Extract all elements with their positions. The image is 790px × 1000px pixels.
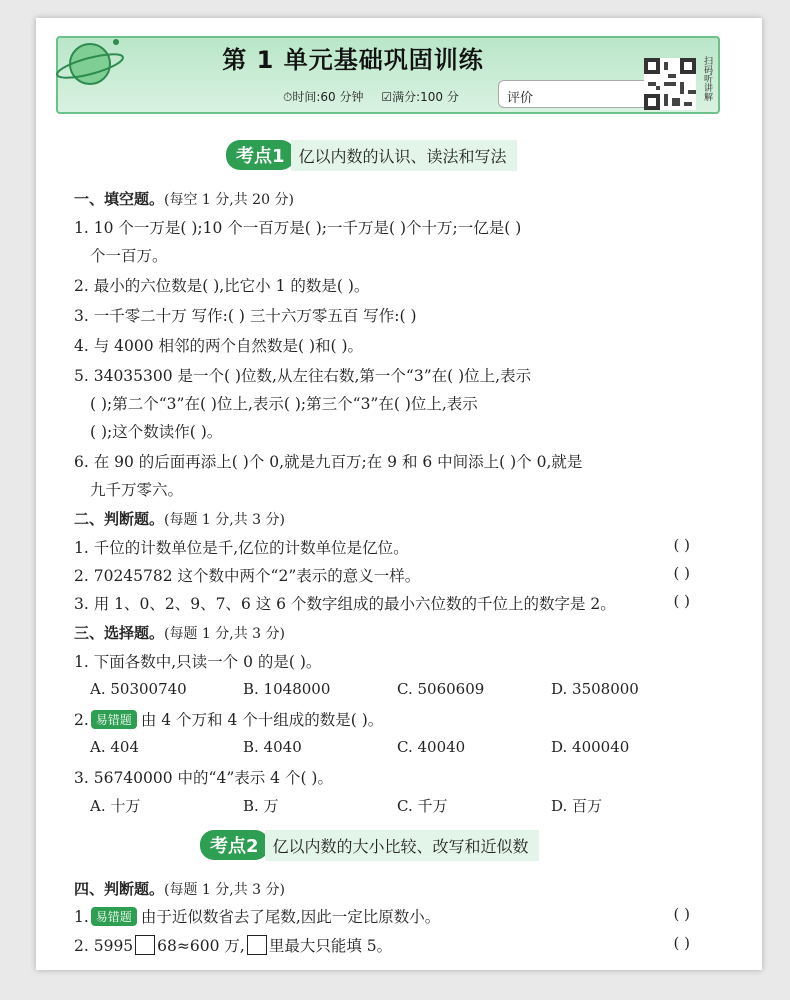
question-line: 6. 在 90 的后面再添上( )个 0,就是九百万;在 9 和 6 中间添上( )个 0,就是	[74, 453, 583, 471]
question-line: ( );第二个“3”在( )位上,表示( );第三个“3”在( )位上,表示	[90, 395, 478, 413]
topic-1-banner	[226, 140, 517, 170]
question-text: 由 4 个万和 4 个十组成的数是( )。	[140, 711, 384, 729]
choice-option[interactable]: A. 50300740	[90, 680, 187, 698]
topic-2-banner	[200, 830, 539, 860]
question-text: 68≈600 万,	[157, 937, 245, 955]
question-number: 2.	[74, 711, 89, 729]
section-heading	[74, 878, 285, 899]
question-line: 3. 56740000 中的“4”表示 4 个( )。	[74, 769, 333, 787]
topic-badge: 考点1	[226, 140, 295, 170]
answer-paren[interactable]: ( )	[673, 536, 690, 554]
question-line: 5. 34035300 是一个( )位数,从左往右数,第一个“3”在( )位上,表示	[74, 367, 532, 385]
section-heading	[74, 508, 285, 529]
full-score: ☑满分:100 分	[381, 90, 459, 104]
section-heading	[74, 622, 285, 643]
topic-title: 亿以内数的大小比较、改写和近似数	[265, 830, 539, 861]
answer-paren[interactable]: ( )	[673, 934, 690, 952]
question-line: ( );这个数读作( )。	[90, 423, 223, 441]
blank-box[interactable]	[135, 935, 155, 955]
choice-option[interactable]: C. 千万	[397, 797, 448, 815]
topic-badge: 考点2	[200, 830, 269, 860]
time-limit: ⏱时间:60 分钟	[283, 90, 364, 104]
question-text: 由于近似数省去了尾数,因此一定比原数小。	[140, 908, 441, 926]
question-line	[74, 934, 392, 956]
question-text: 2. 5995	[74, 937, 134, 955]
section-title: 二、判断题。	[74, 510, 165, 528]
answer-paren[interactable]: ( )	[673, 592, 690, 610]
question-line: 1. 千位的计数单位是千,亿位的计数单位是亿位。	[74, 539, 409, 557]
section-note: (每题 1 分,共 3 分)	[164, 626, 286, 642]
section-note: (每空 1 分,共 20 分)	[164, 192, 294, 208]
qr-code-icon	[644, 58, 696, 110]
question-line: 2. 70245782 这个数中两个“2”表示的意义一样。	[74, 567, 421, 585]
section-title: 三、选择题。	[74, 624, 165, 642]
section-note: (每题 1 分,共 3 分)	[164, 882, 286, 898]
choice-option[interactable]: D. 百万	[551, 797, 603, 815]
choice-option[interactable]: D. 3508000	[551, 680, 639, 698]
choice-option[interactable]: C. 40040	[397, 738, 466, 756]
question-line: 3. 用 1、0、2、9、7、6 这 6 个数字组成的最小六位数的千位上的数字是 2。	[74, 595, 616, 613]
question-line	[74, 905, 440, 927]
section-title: 一、填空题。	[74, 190, 165, 208]
section-title: 四、判断题。	[74, 880, 165, 898]
question-number: 1.	[74, 908, 89, 926]
error-prone-tag: 易错题	[91, 710, 137, 729]
choice-option[interactable]: B. 万	[243, 797, 279, 815]
question-line: 3. 一千零二十万 写作:( ) 三十六万零五百 写作:( )	[74, 307, 417, 325]
page-title: 第 1 单元基础巩固训练	[222, 46, 484, 74]
question-line: 九千万零六。	[90, 481, 184, 499]
question-line: 个一百万。	[90, 247, 168, 265]
error-prone-tag: 易错题	[91, 907, 137, 926]
choice-option[interactable]: B. 1048000	[243, 680, 331, 698]
topic-title: 亿以内数的认识、读法和写法	[291, 140, 517, 171]
question-text: 里最大只能填 5。	[268, 937, 393, 955]
question-line	[74, 708, 383, 730]
choice-option[interactable]: A. 404	[90, 738, 139, 756]
header-banner	[56, 36, 720, 114]
answer-paren[interactable]: ( )	[673, 905, 690, 923]
qr-caption: 扫码听讲解	[702, 56, 712, 101]
choice-option[interactable]: C. 5060609	[397, 680, 485, 698]
question-line: 1. 下面各数中,只读一个 0 的是( )。	[74, 653, 322, 671]
choice-option[interactable]: A. 十万	[90, 797, 141, 815]
answer-paren[interactable]: ( )	[673, 564, 690, 582]
choice-option[interactable]: D. 400040	[551, 738, 630, 756]
section-heading	[74, 188, 294, 209]
exam-meta	[283, 88, 473, 105]
choice-option[interactable]: B. 4040	[243, 738, 302, 756]
rating-box: 评价	[498, 80, 658, 108]
question-line: 2. 最小的六位数是( ),比它小 1 的数是( )。	[74, 277, 370, 295]
blank-box[interactable]	[247, 935, 267, 955]
question-line: 1. 10 个一万是( );10 个一百万是( );一千万是( )个十万;一亿是( )	[74, 219, 522, 237]
question-line: 4. 与 4000 相邻的两个自然数是( )和( )。	[74, 337, 364, 355]
section-note: (每题 1 分,共 3 分)	[164, 512, 286, 528]
